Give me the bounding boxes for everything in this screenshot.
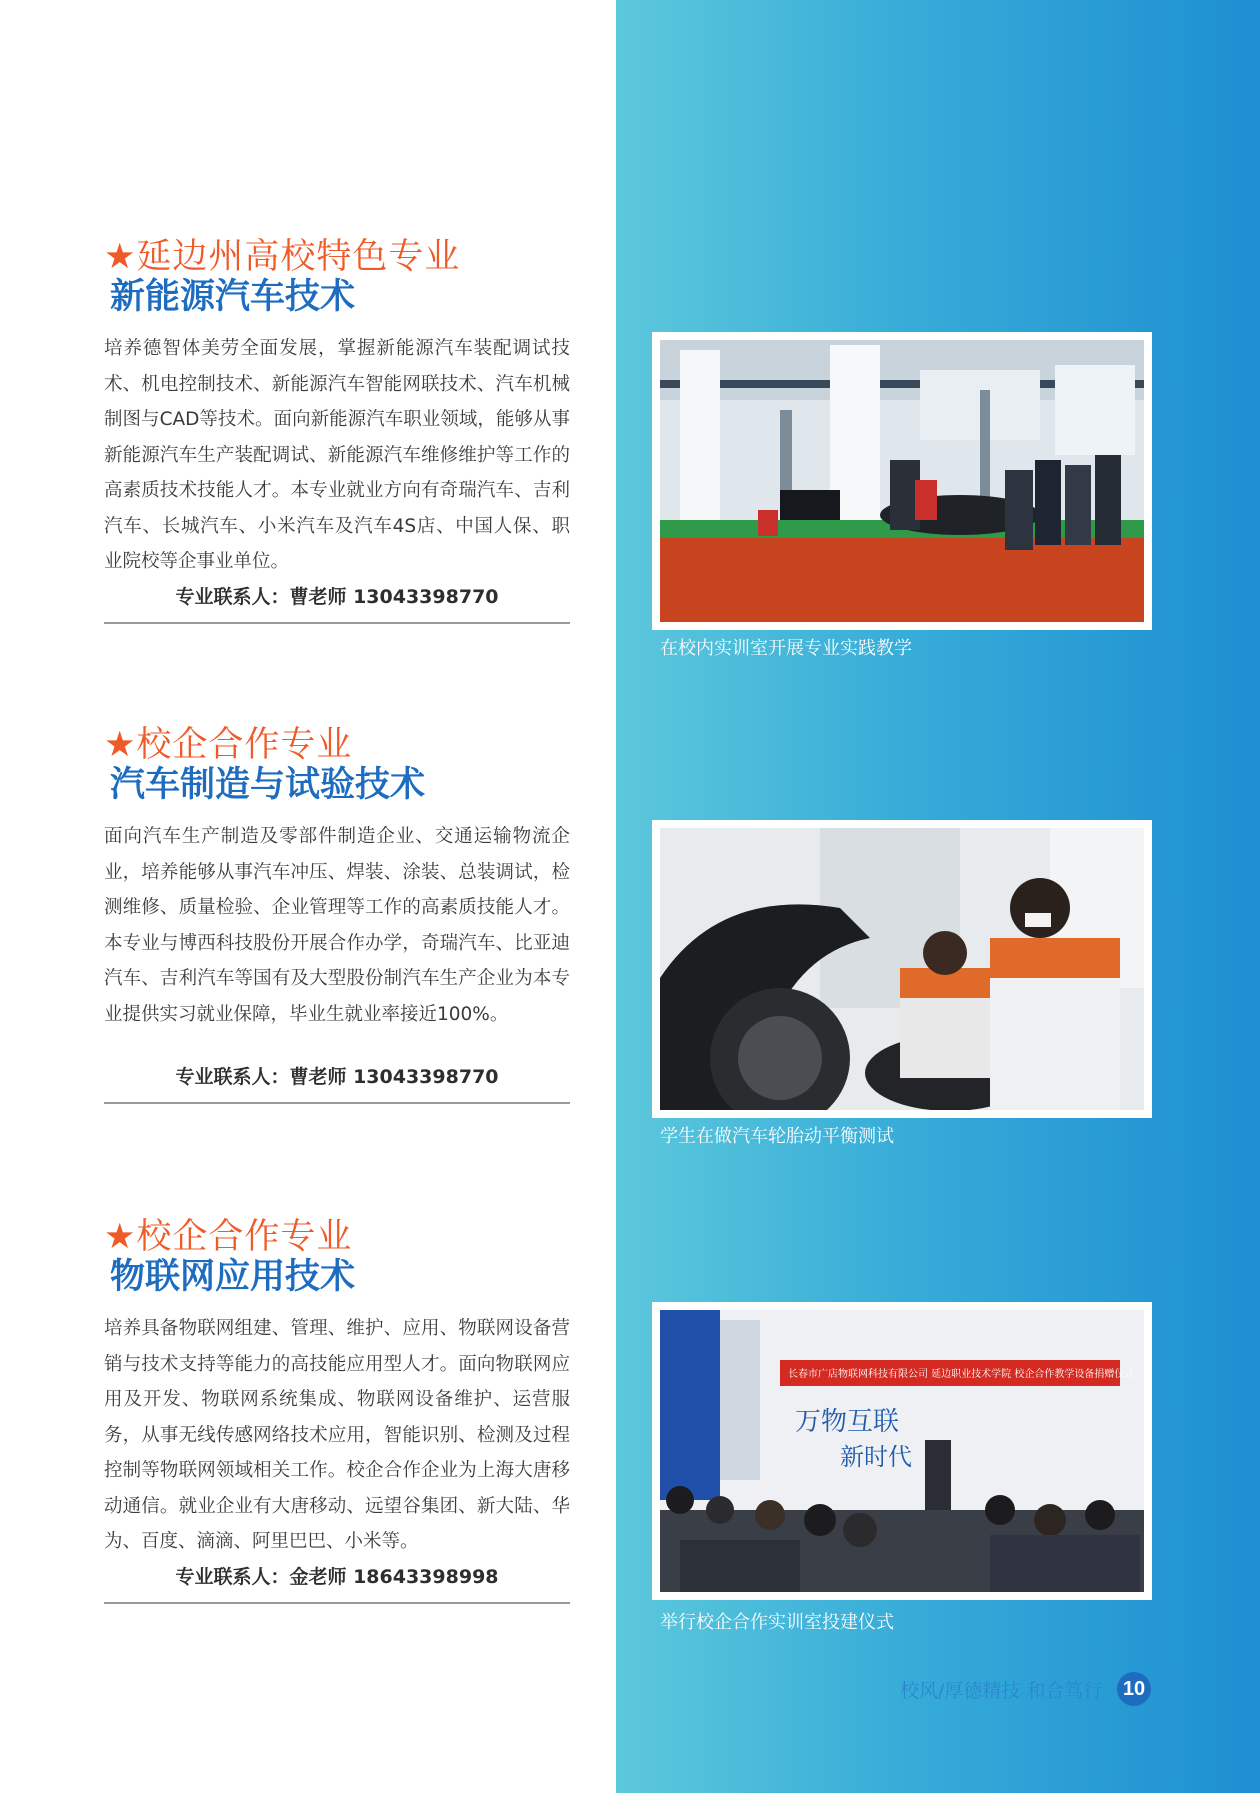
major-description: 培养德智体美劳全面发展，掌握新能源汽车装配调试技术、机电控制技术、新能源汽车智能网联技术、汽车机械制图与CAD等技术。面向新能源汽车职业领域，能够从事新能源汽车生产装配调试、新能源汽车维修维护等工作的高素质技术技能人才。本专业就业方向有奇瑞汽车、吉利汽车、长城汽车、小米汽车及汽车4S店、中国人保、职业院校等企事业单位。 bbox=[104, 338, 570, 572]
photo-training-workshop bbox=[652, 332, 1152, 630]
footer-motto: 校风/厚德精技 和合笃行 bbox=[900, 1680, 1103, 1702]
major-title: 汽车制造与试验技术 bbox=[110, 765, 426, 805]
major-section-1 bbox=[104, 237, 574, 624]
photo-tire-balancing bbox=[652, 820, 1152, 1118]
star-icon: ★ bbox=[104, 725, 137, 765]
major-tag: ★校企合作专业 bbox=[104, 1217, 353, 1257]
wall-text-1: 万物互联 bbox=[795, 1407, 900, 1437]
major-tag: ★校企合作专业 bbox=[104, 725, 353, 765]
wall-text-2: 新时代 bbox=[840, 1443, 912, 1471]
photo-caption: 在校内实训室开展专业实践教学 bbox=[660, 638, 912, 659]
major-contact: 专业联系人：曹老师 13043398770 bbox=[175, 585, 499, 608]
divider bbox=[104, 1602, 570, 1604]
divider bbox=[104, 622, 570, 624]
star-icon: ★ bbox=[104, 237, 137, 277]
major-tag: ★延边州高校特色专业 bbox=[104, 237, 461, 277]
ceremony-image bbox=[660, 1310, 1144, 1592]
major-contact: 专业联系人：金老师 18643398998 bbox=[175, 1565, 499, 1588]
major-section-2 bbox=[104, 725, 574, 1104]
divider bbox=[104, 1102, 570, 1104]
page-number: 10 bbox=[1117, 1672, 1151, 1706]
photo-ceremony bbox=[652, 1302, 1152, 1600]
photo-caption: 学生在做汽车轮胎动平衡测试 bbox=[660, 1126, 894, 1147]
workshop-image bbox=[660, 340, 1144, 622]
major-description: 面向汽车生产制造及零部件制造企业、交通运输物流企业，培养能够从事汽车冲压、焊装、涂装、总装调试，检测维修、质量检验、企业管理等工作的高素质技能人才。本专业与博西科技股份开展合作办学，奇瑞汽车、比亚迪汽车、吉利汽车等国有及大型股份制汽车生产企业为本专业提供实习就业保障，毕业生就业率接近100%。 bbox=[104, 826, 570, 1025]
major-description: 培养具备物联网组建、管理、维护、应用、物联网设备营销与技术支持等能力的高技能应用型人才。面向物联网应用及开发、物联网系统集成、物联网设备维护、运营服务，从事无线传感网络技术应用，智能识别、检测及过程控制等物联网领域相关工作。校企合作企业为上海大唐移动通信。就业企业有大唐移动、远望谷集团、新大陆、华为、百度、滴滴、阿里巴巴、小米等。 bbox=[104, 1318, 570, 1552]
major-section-3 bbox=[104, 1217, 574, 1604]
photo-caption: 举行校企合作实训室投建仪式 bbox=[660, 1612, 894, 1633]
major-title: 物联网应用技术 bbox=[110, 1257, 356, 1297]
star-icon: ★ bbox=[104, 1217, 137, 1257]
banner-text: 长春市广店物联网科技有限公司 延边职业技术学院 校企合作教学设备捐赠仪式 bbox=[788, 1369, 1135, 1380]
major-title: 新能源汽车技术 bbox=[110, 277, 356, 317]
tire-balancing-image bbox=[660, 828, 1144, 1110]
major-contact: 专业联系人：曹老师 13043398770 bbox=[175, 1066, 499, 1088]
